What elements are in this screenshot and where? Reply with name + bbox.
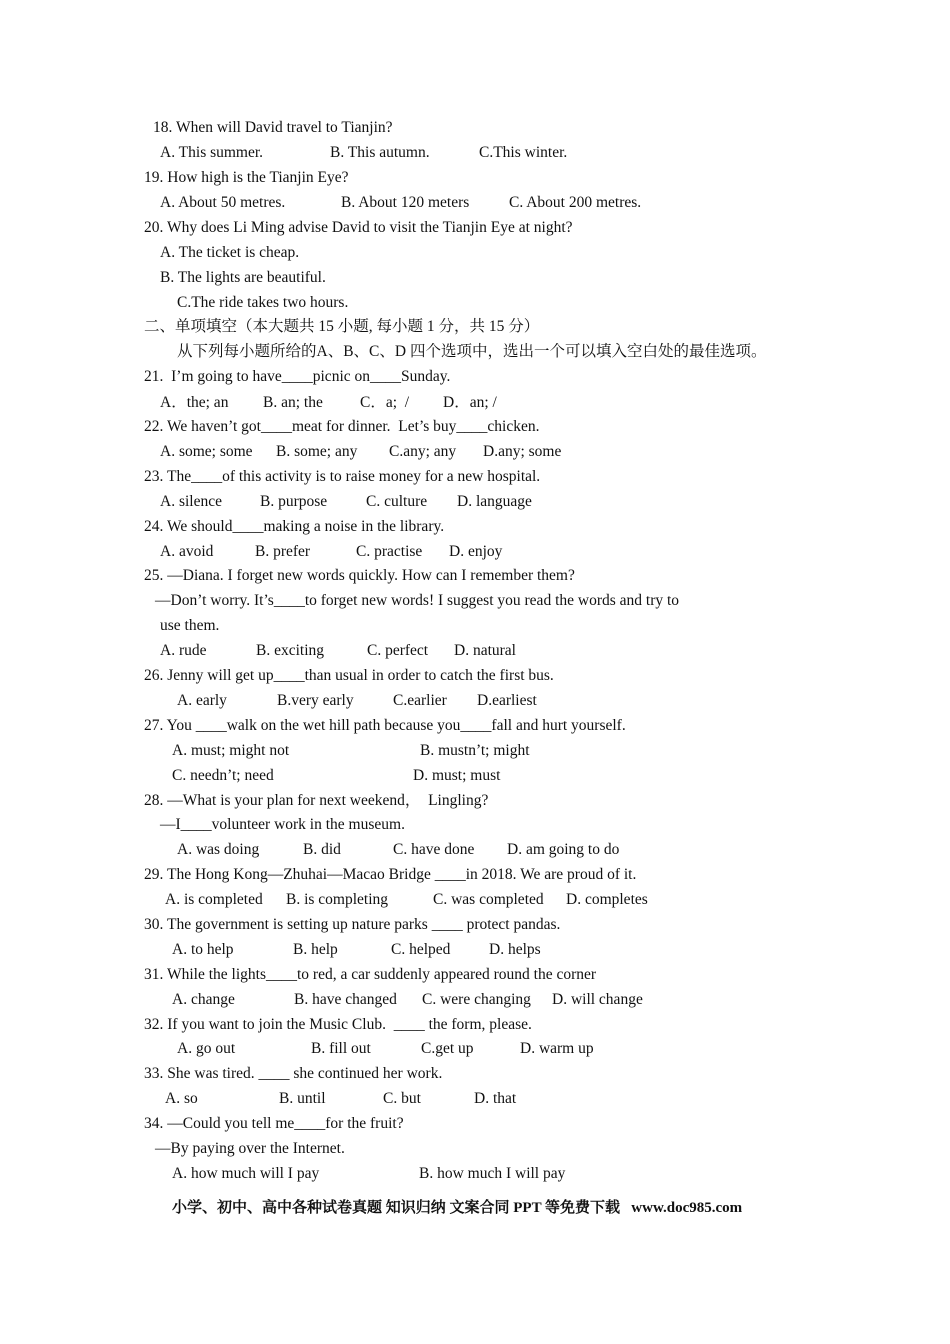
option-b: B. prefer [255,543,311,560]
option-b: B. purpose [260,493,328,510]
option-c: C. About 200 metres. [509,194,642,211]
option-c: C. perfect [367,642,429,659]
option-b: B. until [279,1090,326,1107]
option-d: D. am going to do [507,841,620,858]
option-c: C. were changing [422,991,531,1008]
option-a: A. avoid [160,543,214,560]
option-b: B. how much I will pay [419,1165,566,1182]
option-a: A. change [172,991,235,1008]
option-c: C. have done [393,841,475,858]
option-b: B. have changed [294,991,397,1008]
option-d: D. enjoy [449,543,503,560]
option-b: B. The lights are beautiful. [160,269,326,286]
question-33: 33. She was tired. ____ she continued her work. [144,1065,443,1082]
option-a: A. how much will I pay [172,1165,320,1182]
option-a: A. About 50 metres. [160,194,286,211]
section-instruction: 从下列每小题所给的A、B、C、D 四个选项中，选出一个可以填入空白处的最佳选项。 [177,343,767,360]
question-23: 23. The____of this activity is to raise money for a new hospital. [144,468,541,485]
option-a: A．the; an [160,394,229,411]
option-a: A. is completed [165,891,263,908]
question-30: 30. The government is setting up nature parks ____ protect pandas. [144,916,561,933]
question-31: 31. While the lights____to red, a car suddenly appeared round the corner [144,966,597,983]
question-22: 22. We haven’t got____meat for dinner. Let’s buy____chicken. [144,418,540,435]
question-28-dialogue: —I____volunteer work in the museum. [160,816,405,833]
option-b: B. mustn’t; might [420,742,530,759]
footer-banner: 小学、初中、高中各种试卷真题 知识归纳 文案合同 PPT 等免费下载 www.doc985.com [172,1200,743,1216]
option-b: B. is completing [286,891,389,908]
option-d: D. must; must [413,767,501,784]
option-b: B. exciting [256,642,325,659]
question-25: 25. —Diana. I forget new words quickly. How can I remember them? [144,567,575,584]
option-d: D. language [457,493,532,510]
option-b: B. fill out [311,1040,371,1057]
option-b: B. This autumn. [330,144,430,161]
option-d: D. natural [454,642,516,659]
question-34: 34. —Could you tell me____for the fruit? [144,1115,404,1132]
option-d: D. warm up [520,1040,594,1057]
option-c: C. was completed [433,891,544,908]
option-c: C. culture [366,493,428,510]
option-a: A. rude [160,642,207,659]
option-b: B. some; any [276,443,358,460]
question-34-dialogue: —By paying over the Internet. [155,1140,345,1157]
option-c: C.This winter. [479,144,568,161]
option-c: C.any; any [389,443,457,460]
question-25-dialogue: —Don’t worry. It’s____to forget new words! I suggest you read the words and try to [155,592,680,609]
option-d: D.any; some [483,443,562,460]
option-a: A. so [165,1090,198,1107]
option-a: A. to help [172,941,234,958]
question-25-dialogue-cont: use them. [160,617,220,634]
option-c: C.earlier [393,692,447,709]
question-29: 29. The Hong Kong—Zhuhai—Macao Bridge ____in 2018. We are proud of it. [144,866,637,883]
question-19: 19. How high is the Tianjin Eye? [144,169,349,186]
option-a: A. silence [160,493,222,510]
question-18: 18. When will David travel to Tianjin? [153,119,393,136]
question-21: 21. I’m going to have____picnic on____Sunday. [144,368,451,385]
option-b: B. an; the [263,394,323,411]
section-heading: 二、单项填空（本大题共 15 小题, 每小题 1 分，共 15 分） [144,318,540,335]
option-c: C.The ride takes two hours. [177,294,349,311]
question-20: 20. Why does Li Ming advise David to visit the Tianjin Eye at night? [144,219,573,236]
question-28: 28. —What is your plan for next weekend， Lingling? [144,792,489,809]
option-d: D. completes [566,891,648,908]
option-a: A. This summer. [160,144,264,161]
question-32: 32. If you want to join the Music Club. ____ the form, please. [144,1016,532,1033]
question-24: 24. We should____making a noise in the library. [144,518,445,535]
option-d: D. helps [489,941,541,958]
option-c: C．a; / [360,394,410,411]
option-c: C. helped [391,941,451,958]
option-d: D. that [474,1090,517,1107]
option-a: A. must; might not [172,742,290,759]
option-a: A. early [177,692,227,709]
question-27: 27. You ____walk on the wet hill path because you____fall and hurt yourself. [144,717,626,734]
option-b: B. did [303,841,341,858]
option-a: A. was doing [177,841,260,858]
option-b: B. About 120 meters [341,194,470,211]
option-c: C. needn’t; need [172,767,274,784]
option-d: D．an; / [443,394,497,411]
option-c: C. but [383,1090,421,1107]
option-a: A. some; some [160,443,253,460]
option-a: A. The ticket is cheap. [160,244,300,261]
option-b: B. help [293,941,338,958]
option-a: A. go out [177,1040,236,1057]
option-c: C. practise [356,543,423,560]
option-d: D.earliest [477,692,537,709]
question-26: 26. Jenny will get up____than usual in order to catch the first bus. [144,667,554,684]
option-d: D. will change [552,991,643,1008]
option-c: C.get up [421,1040,474,1057]
option-b: B.very early [277,692,354,709]
